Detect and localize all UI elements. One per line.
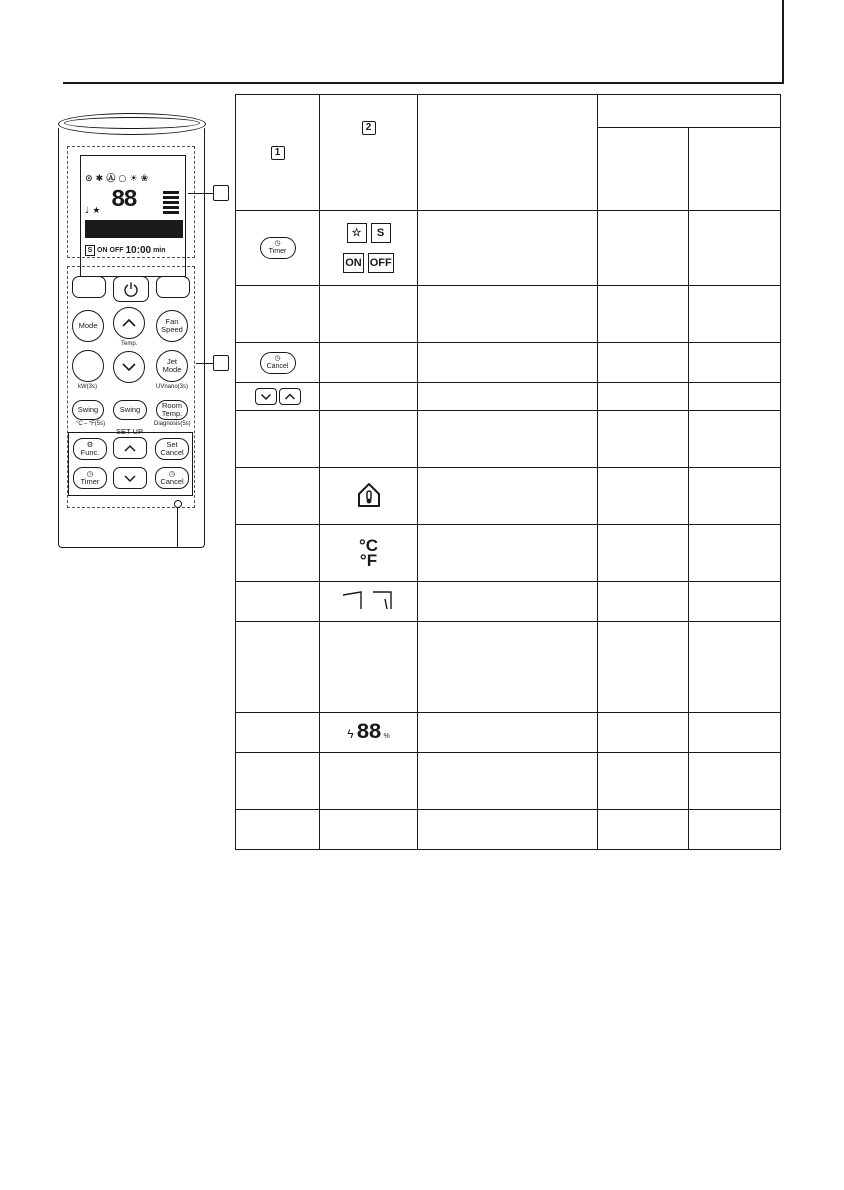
swing-vertical-label: Swing <box>77 405 99 414</box>
clock-icon: ◷ <box>168 469 176 478</box>
power-button[interactable] <box>113 276 149 302</box>
table-row <box>236 622 781 713</box>
left-soft-button[interactable] <box>72 276 106 298</box>
chevron-down-icon <box>255 388 277 405</box>
table-cell <box>689 713 781 753</box>
table-row <box>236 810 781 850</box>
table-cell <box>689 211 781 286</box>
header-col-3 <box>418 95 598 211</box>
timer-button-icon <box>260 237 296 259</box>
lcd-off-indicator: OFF <box>109 246 124 254</box>
table-cell <box>598 211 689 286</box>
table-cell <box>320 383 418 411</box>
table-cell <box>418 753 598 810</box>
remote-top-cap-inner <box>64 117 200 129</box>
table-cell <box>598 582 689 622</box>
table-cell <box>598 286 689 343</box>
table-cell <box>320 753 418 810</box>
table-cell <box>418 622 598 713</box>
header-col-4-group <box>598 95 781 128</box>
timer-button[interactable] <box>73 467 107 489</box>
row-temp-unit-cell <box>320 525 418 582</box>
fan-speed-button[interactable] <box>156 310 188 342</box>
clock-icon: ◷ <box>274 240 281 247</box>
table-cell <box>418 383 598 411</box>
table-cell <box>236 713 320 753</box>
table-cell <box>598 468 689 525</box>
mode-button[interactable] <box>72 310 104 342</box>
table-cell <box>418 713 598 753</box>
callout-2 <box>213 355 229 371</box>
chevron-up-icon <box>279 388 301 405</box>
room-temp-label-1: Room <box>161 401 182 410</box>
table-cell <box>689 343 781 383</box>
top-rule <box>63 82 782 84</box>
table-row <box>236 286 781 343</box>
row-energy-display-cell <box>320 713 418 753</box>
table-cell <box>320 622 418 713</box>
lcd-on-indicator: ON <box>97 246 108 254</box>
table-cell <box>320 286 418 343</box>
table-cell <box>418 468 598 525</box>
cancel-label: Cancel <box>160 477 184 486</box>
table-cell <box>418 286 598 343</box>
table-row <box>236 753 781 810</box>
controls-table <box>235 94 781 850</box>
room-temp-button[interactable] <box>156 400 188 420</box>
table-cell <box>320 411 418 468</box>
table-cell <box>598 411 689 468</box>
cancel-button[interactable] <box>155 467 189 489</box>
table-cell <box>418 582 598 622</box>
table-cell <box>689 810 781 850</box>
celsius-icon: °C <box>358 536 379 555</box>
table-row <box>236 582 781 622</box>
right-soft-button[interactable] <box>156 276 190 298</box>
table-cell <box>598 622 689 713</box>
jet-mode-button[interactable] <box>156 350 188 382</box>
table-row <box>236 343 781 383</box>
lcd-mode-icons: ⊙ ✱ Ⓐ ○ ☀ ❀ <box>85 174 149 184</box>
callout-2-leader <box>196 363 213 364</box>
table-cell <box>236 286 320 343</box>
temp-down-button[interactable] <box>113 351 145 383</box>
table-row <box>236 713 781 753</box>
marker-2: 2 <box>362 121 376 135</box>
margin-rule <box>782 0 784 84</box>
marker-1: 1 <box>271 146 285 160</box>
mode-button-label: Mode <box>78 321 98 330</box>
set-cancel-label-1: Set <box>166 440 178 449</box>
row-vane-icon-cell <box>320 582 418 622</box>
lcd-timer-row <box>85 242 183 258</box>
table-cell <box>236 468 320 525</box>
table-header-row <box>236 95 781 128</box>
subheader-col-4 <box>598 128 689 211</box>
fahrenheit-icon: °F <box>359 551 378 570</box>
temp-label: Temp. <box>121 341 138 347</box>
uvnano-label: UVnano(3s) <box>156 384 189 390</box>
row-timer-button-cell <box>236 211 320 286</box>
row-cancel-button-cell <box>236 343 320 383</box>
cancel-button-icon-label: Cancel <box>266 362 289 370</box>
table-cell <box>236 411 320 468</box>
func-label: Func. <box>80 448 100 457</box>
table-cell <box>598 810 689 850</box>
table-cell <box>418 411 598 468</box>
callout-1-leader <box>188 193 213 194</box>
room-temp-label-2: Temp. <box>161 409 183 418</box>
table-cell <box>689 383 781 411</box>
table-cell <box>689 525 781 582</box>
ir-sensor <box>174 500 182 508</box>
setup-up-button[interactable] <box>113 437 147 459</box>
swing-horizontal-button[interactable] <box>113 400 147 420</box>
house-thermometer-icon <box>356 481 382 509</box>
row-room-temp-icon-cell <box>320 468 418 525</box>
gear-icon: ⚙ <box>86 440 94 449</box>
table-cell <box>689 622 781 713</box>
table-cell <box>418 343 598 383</box>
table-cell <box>418 211 598 286</box>
set-cancel-button[interactable] <box>155 438 189 460</box>
subheader-col-5 <box>689 128 781 211</box>
diagnosis-label: Diagnosis(5s) <box>154 421 191 427</box>
clock-icon: ◷ <box>86 469 94 478</box>
timer-off-icon: OFF <box>368 253 394 273</box>
ir-sensor-leader <box>177 508 178 548</box>
jet-mode-label-1: Jet <box>166 357 177 366</box>
func-button[interactable] <box>73 438 107 460</box>
table-cell <box>598 383 689 411</box>
table-cell <box>598 525 689 582</box>
table-cell <box>689 753 781 810</box>
power-icon <box>123 281 139 297</box>
set-cancel-label-2: Cancel <box>160 448 184 457</box>
temp-up-button[interactable] <box>113 307 145 339</box>
table-cell <box>689 411 781 468</box>
table-cell <box>236 622 320 713</box>
table-row <box>236 525 781 582</box>
table-row <box>236 411 781 468</box>
kw-label: kW(3s) <box>78 384 97 390</box>
clock-icon: ◷ <box>274 354 281 362</box>
table-cell <box>598 713 689 753</box>
table-cell <box>236 753 320 810</box>
chevron-down-icon <box>123 474 137 483</box>
sleep-star-icon: ☆ <box>347 223 367 243</box>
energy-plug-icon: ϟ <box>347 727 354 741</box>
lcd-function-icons-bar <box>85 220 183 238</box>
energy-digits: 88 <box>356 720 381 745</box>
fan-speed-label-1: Fan <box>165 317 179 326</box>
table-cell <box>598 343 689 383</box>
lcd-display <box>80 155 186 277</box>
lcd-temperature-digits: 88 <box>111 187 136 214</box>
timer-on-icon: ON <box>343 253 364 273</box>
header-col-2 <box>320 95 418 211</box>
swing-horizontal-label: Swing <box>119 405 141 414</box>
timer-button-icon-label: Timer <box>268 248 287 255</box>
lcd-status-icons: ♩ ★ <box>85 206 101 216</box>
simple-timer-icon: S <box>371 223 391 243</box>
row-arrows-cell <box>236 383 320 411</box>
swing-vertical-button[interactable] <box>72 400 104 420</box>
header-col-1 <box>236 95 320 211</box>
timer-label: Timer <box>80 477 100 486</box>
chevron-down-icon <box>121 362 137 372</box>
chevron-up-icon <box>121 318 137 328</box>
fan-speed-bars-icon <box>155 190 181 216</box>
set-up-label: SET UP <box>116 427 143 436</box>
table-cell <box>236 582 320 622</box>
temp-unit-toggle-label: °C⇔°F(5s) <box>76 421 106 427</box>
table-cell <box>236 525 320 582</box>
table-cell <box>320 343 418 383</box>
table-cell <box>598 753 689 810</box>
setup-down-button[interactable] <box>113 467 147 489</box>
table-cell <box>689 468 781 525</box>
vane-direction-icon <box>341 589 397 611</box>
jet-mode-label-2: Mode <box>162 365 182 374</box>
lcd-time-readout: 10:00 <box>125 244 152 256</box>
energy-percent-unit: % <box>383 733 390 740</box>
callout-1 <box>213 185 229 201</box>
row-timer-display-cell <box>320 211 418 286</box>
fan-speed-label-2: Speed <box>161 325 183 334</box>
table-cell <box>236 810 320 850</box>
kw-button[interactable] <box>72 350 104 382</box>
table-row <box>236 383 781 411</box>
table-row <box>236 211 781 286</box>
cancel-button-icon <box>260 352 296 374</box>
table-cell <box>320 810 418 850</box>
table-cell <box>418 525 598 582</box>
table-cell <box>689 582 781 622</box>
lcd-min-label: min <box>153 246 166 254</box>
chevron-up-icon <box>123 444 137 453</box>
table-row <box>236 468 781 525</box>
table-cell <box>689 286 781 343</box>
lcd-s-indicator: S <box>85 245 95 256</box>
table-cell <box>418 810 598 850</box>
